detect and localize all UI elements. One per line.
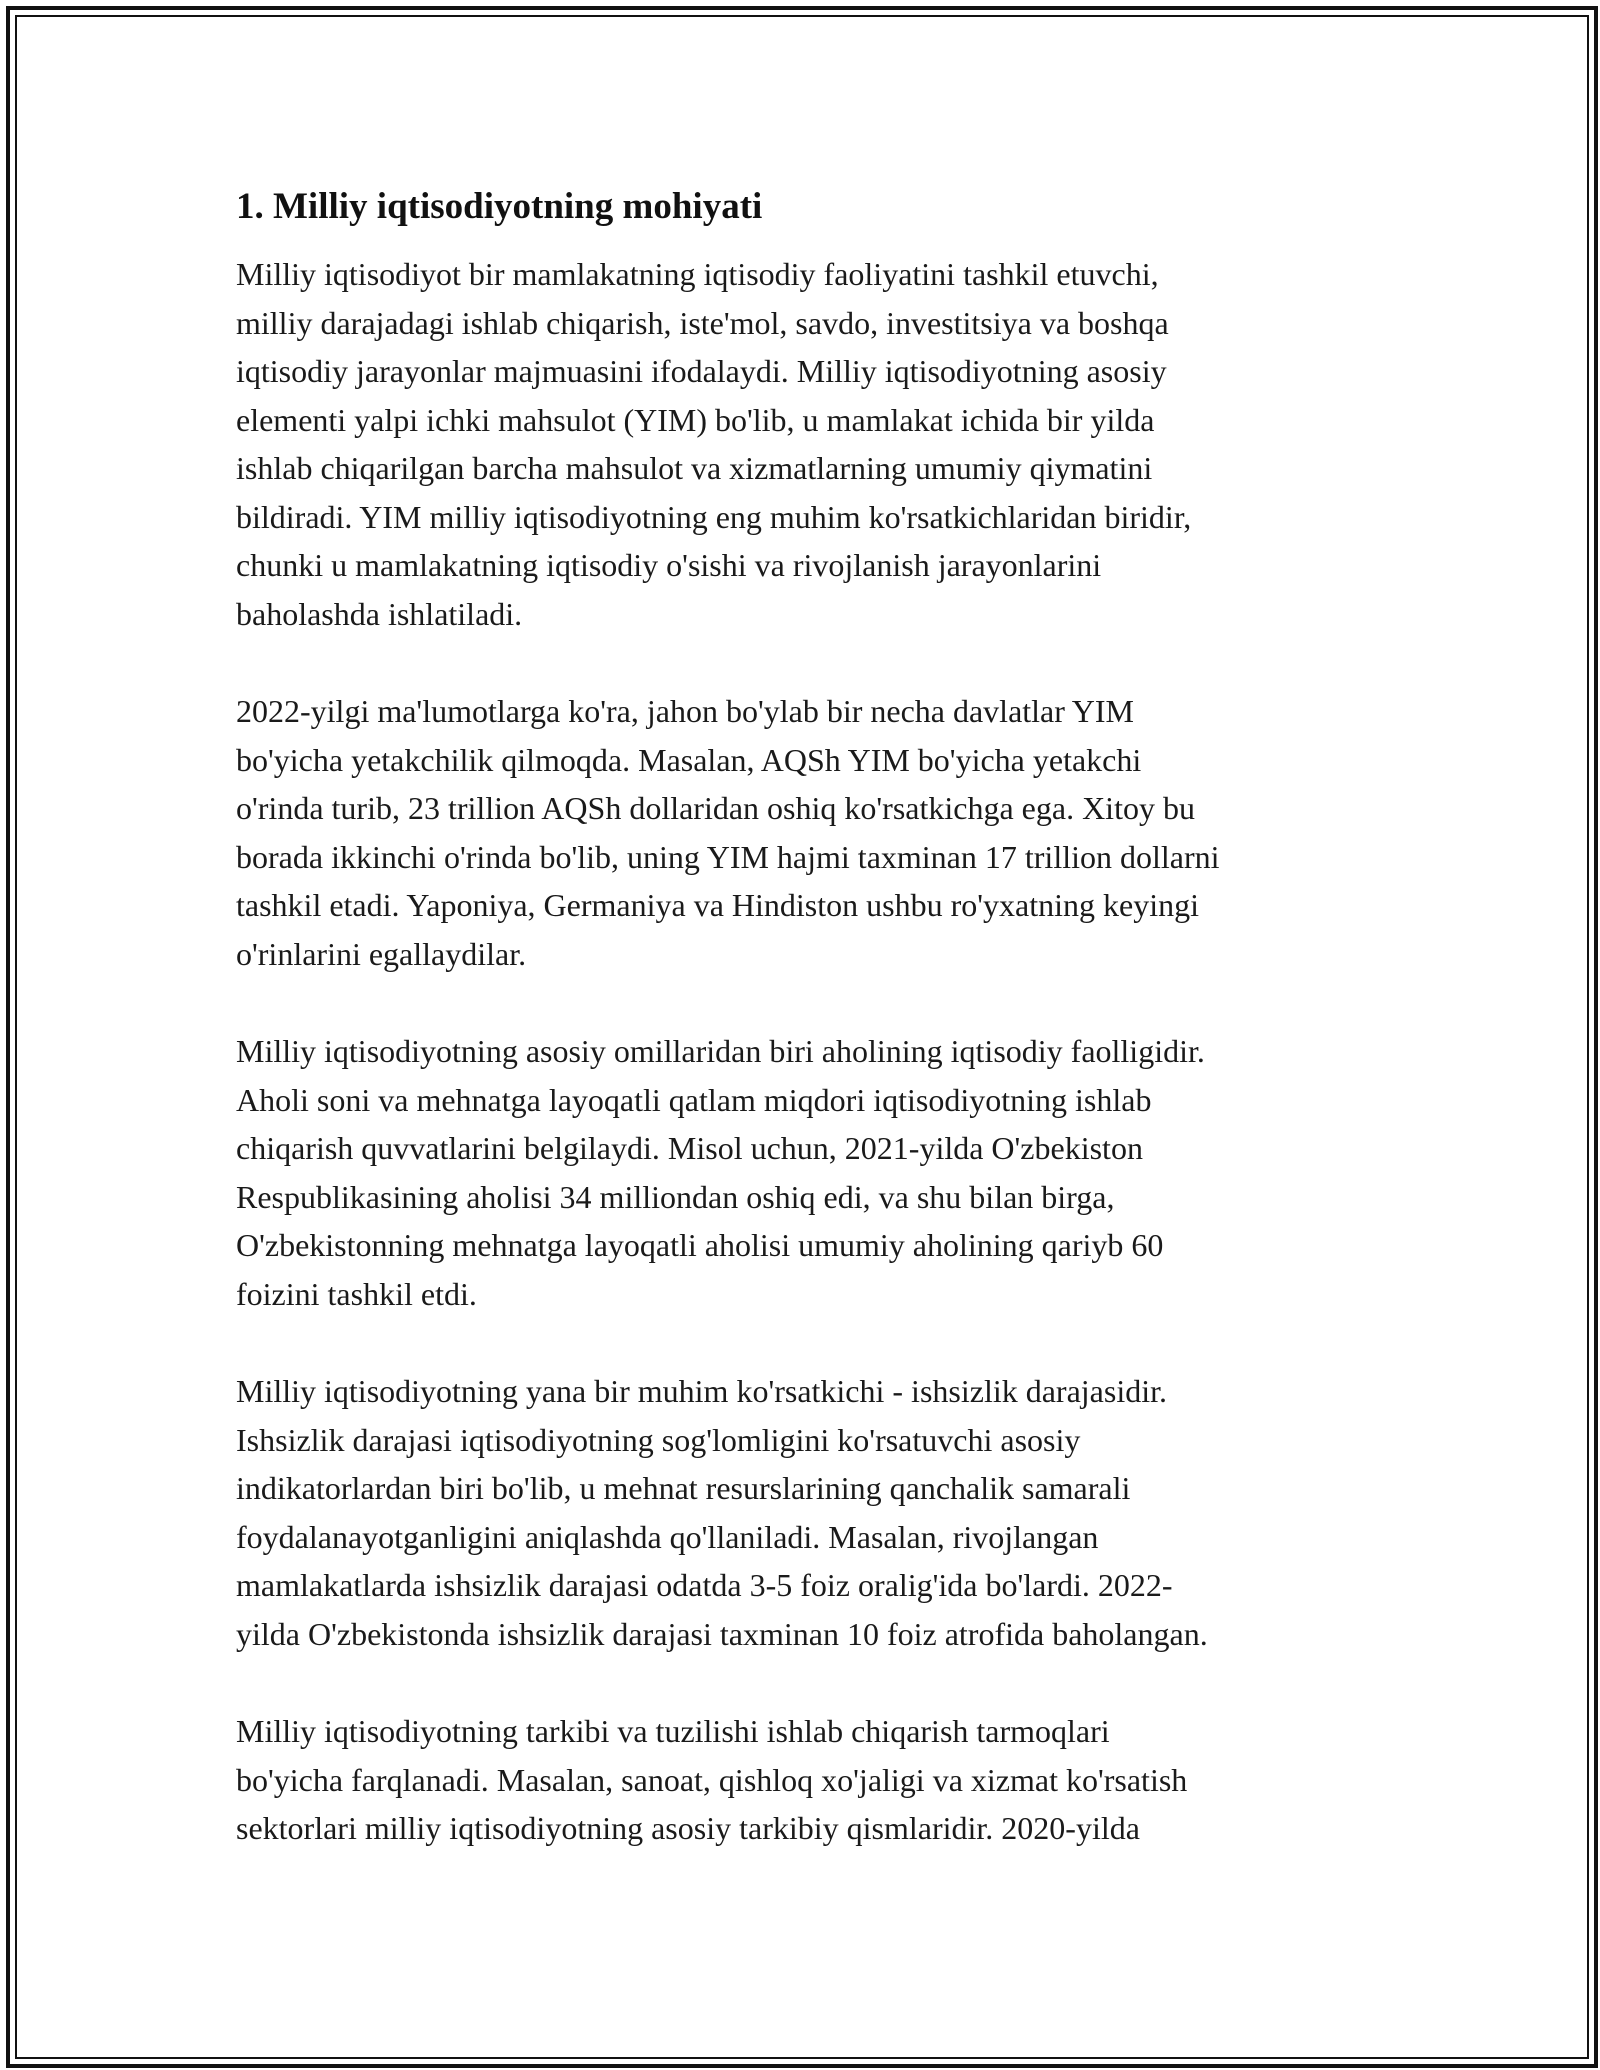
paragraph-line: o'rinlarini egallaydilar. — [236, 935, 527, 972]
paragraph-line: yilda O'zbekistonda ishsizlik darajasi taxminan 10 foiz atrofida baholangan. — [236, 1615, 1208, 1652]
paragraph-line: baholashda ishlatiladi. — [236, 595, 523, 632]
paragraph-line: ishlab chiqarilgan barcha mahsulot va xizmatlarning umumiy qiymatini — [236, 450, 1153, 486]
paragraph-line: iqtisodiy jarayonlar majmuasini ifodalaydi. Milliy iqtisodiyotning asosiy — [236, 353, 1167, 389]
body-paragraph — [236, 687, 1386, 978]
paragraph-line: Ishsizlik darajasi iqtisodiyotning sog'lomligini ko'rsatuvchi asosiy — [236, 1421, 1081, 1458]
paragraph-line: o'rinda turib, 23 trillion AQSh dollaridan oshiq ko'rsatkichga ega. Xitoy bu — [236, 790, 1195, 826]
paragraph-line: Milliy iqtisodiyotning yana bir muhim ko'rsatkichi - ishsizlik darajasidir. — [236, 1373, 1167, 1409]
paragraph-line: sektorlari milliy iqtisodiyotning asosiy tarkibiy qismlaridir. 2020-yilda — [236, 1810, 1140, 1846]
paragraph-line: Milliy iqtisodiyot bir mamlakatning iqtisodiy faoliyatini tashkil etuvchi, — [236, 256, 1159, 292]
paragraph-line: Milliy iqtisodiyotning asosiy omillaridan biri aholining iqtisodiy faolligidir. — [236, 1033, 1205, 1069]
paragraph-line: 2022-yilgi ma'lumotlarga ko'ra, jahon bo'ylab bir necha davlatlar YIM — [236, 693, 1134, 729]
paragraph-line: Milliy iqtisodiyotning tarkibi va tuzilishi ishlab chiqarish tarmoqlari — [236, 1713, 1110, 1749]
paragraph-line: Aholi soni va mehnatga layoqatli qatlam miqdori iqtisodiyotning ishlab — [236, 1081, 1152, 1118]
body-paragraph — [236, 1707, 1386, 1853]
paragraph-line: milliy darajadagi ishlab chiqarish, iste'mol, savdo, investitsiya va boshqa — [236, 304, 1169, 341]
document-body — [236, 184, 1386, 1902]
body-paragraph — [236, 250, 1386, 638]
paragraph-line: tashkil etadi. Yaponiya, Germaniya va Hindiston ushbu ro'yxatning keyingi — [236, 887, 1199, 923]
paragraph-line: bo'yicha yetakchilik qilmoqda. Masalan, AQSh YIM bo'yicha yetakchi — [236, 741, 1142, 778]
paragraph-line: chunki u mamlakatning iqtisodiy o'sishi va rivojlanish jarayonlarini — [236, 547, 1102, 583]
paragraph-line: O'zbekistonning mehnatga layoqatli aholisi umumiy aholining qariyb 60 — [236, 1227, 1164, 1263]
body-paragraph — [236, 1367, 1386, 1658]
paragraph-line: foydalanayotganligini aniqlashda qo'llaniladi. Masalan, rivojlangan — [236, 1518, 1099, 1555]
section-heading: 1. Milliy iqtisodiyotning mohiyati — [236, 186, 763, 227]
paragraph-line: chiqarish quvvatlarini belgilaydi. Misol uchun, 2021-yilda O'zbekiston — [236, 1130, 1143, 1166]
paragraph-line: elementi yalpi ichki mahsulot (YIM) bo'lib, u mamlakat ichida bir yilda — [236, 401, 1155, 438]
paragraph-line: indikatorlardan biri bo'lib, u mehnat resurslarining qanchalik samarali — [236, 1470, 1131, 1506]
body-paragraph — [236, 1027, 1386, 1318]
paragraphs-container — [236, 250, 1386, 1853]
paragraph-line: borada ikkinchi o'rinda bo'lib, uning YIM hajmi taxminan 17 trillion dollarni — [236, 838, 1220, 875]
paragraph-line: bo'yicha farqlanadi. Masalan, sanoat, qishloq xo'jaligi va xizmat ko'rsatish — [236, 1761, 1188, 1798]
paragraph-line: bildiradi. YIM milliy iqtisodiyotning eng muhim ko'rsatkichlaridan biridir, — [236, 498, 1192, 535]
paragraph-line: foizini tashkil etdi. — [236, 1275, 477, 1312]
paragraph-line: Respublikasining aholisi 34 milliondan oshiq edi, va shu bilan birga, — [236, 1178, 1115, 1215]
paragraph-line: mamlakatlarda ishsizlik darajasi odatda 3-5 foiz oralig'ida bo'lardi. 2022- — [236, 1567, 1173, 1603]
